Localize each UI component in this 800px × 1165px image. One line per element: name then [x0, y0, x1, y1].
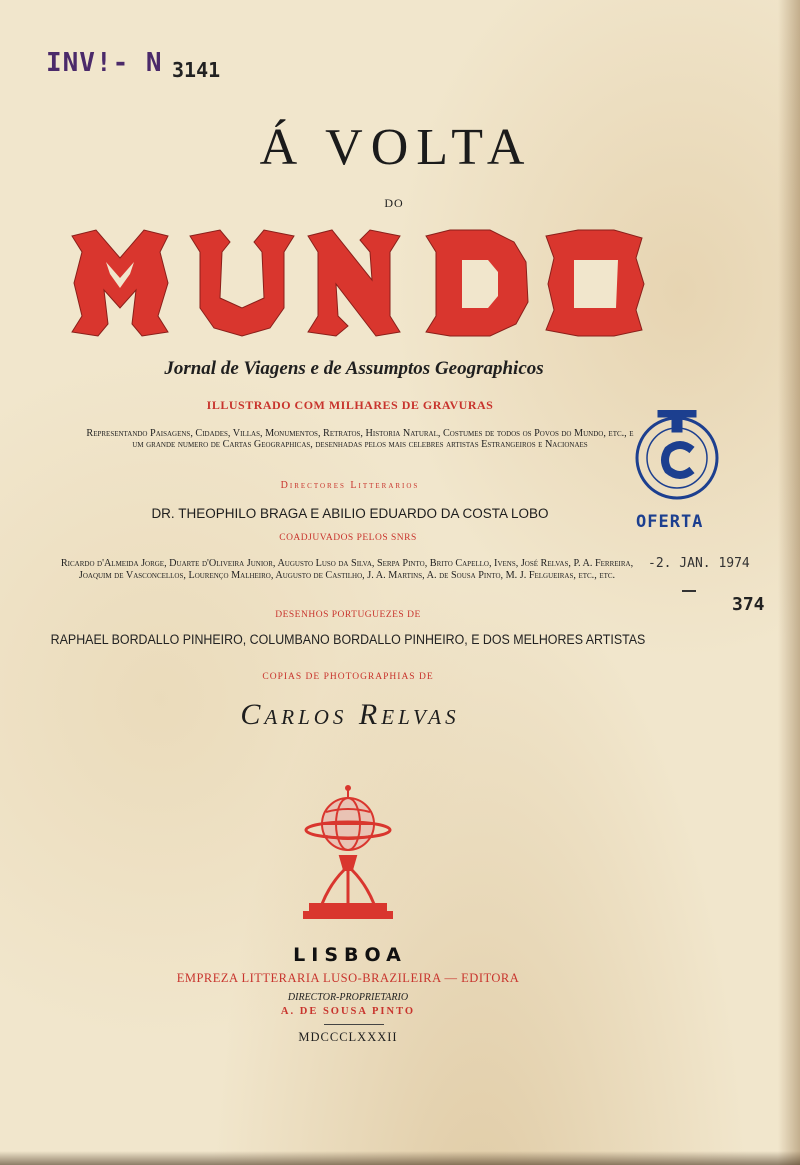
page-bottom-shadow [0, 1151, 800, 1165]
photographs-label: COPIAS DE PHOTOGRAPHIAS DE [262, 672, 434, 682]
publisher: EMPREZA LITTERARIA LUSO-BRAZILEIRA — EDITORA [176, 971, 520, 985]
director-name: A. DE SOUSA PINTO [280, 1006, 416, 1017]
mundo-logo [70, 228, 648, 338]
museum-stamp-icon [634, 410, 720, 502]
inventory-number: 3141 [172, 58, 221, 82]
city: LISBOA [293, 944, 407, 966]
collaborators-label: COADJUVADOS PELOS SNRS [279, 533, 417, 543]
journal-subtitle: Jornal de Viagens e de Assumptos Geographicos [164, 358, 544, 379]
description: Representando Paisagens, Cidades, Villas, Monumentos, Retratos, Historia Natural, Costumes de todos os Povos do Mundo, etc., e um grande numero de Cartas Geographicas, desenhadas pelos mais celebres artistas Estrangeiros e Nacionaes [86, 428, 634, 450]
page-edge-shadow [778, 0, 800, 1165]
artists-names: RAPHAEL BORDALLO PINHEIRO, COLUMBANO BORDALLO PINHEIRO, E DOS MELHORES ARTISTAS [50, 632, 646, 647]
title-connector: DO [384, 196, 404, 210]
drawings-label: DESENHOS PORTUGUEZES DE [275, 610, 421, 620]
director-role: DIRECTOR-PROPRIETARIO [287, 992, 409, 1003]
illustrated-line: ILLUSTRADO COM MILHARES DE GRAVURAS [206, 398, 494, 412]
globe-icon [300, 784, 396, 922]
page-title: Á VOLTA [259, 119, 533, 176]
inventory-stamp: INV!- N [46, 48, 163, 78]
accession-date: -2. JAN. 1974 [648, 556, 750, 571]
offer-stamp: OFERTA [636, 512, 704, 532]
accession-number: 374 [732, 594, 765, 615]
publication-year: MDCCCLXXXII [298, 1030, 398, 1044]
directors-names: DR. THEOPHILO BRAGA E ABILIO EDUARDO DA COSTA LOBO [151, 506, 549, 521]
dash-mark [682, 590, 696, 592]
photographer-name: Carlos Relvas [240, 698, 460, 731]
collaborators-list: Ricardo d'Almeida Jorge, Duarte d'Oliveira Junior, Augusto Luso da Silva, Serpa Pinto, Brito Capello, Ivens, José Relvas, P. A. Ferreira, Joaquim de Vasconcellos, Lourenço Malheiro, Augusto de Castilho, J. A. Martins, A. de Sousa Pinto, M. J. Felgueiras, etc., etc. [60, 558, 634, 581]
divider [324, 1024, 384, 1025]
directors-label: Directores Litterarios [280, 480, 420, 491]
